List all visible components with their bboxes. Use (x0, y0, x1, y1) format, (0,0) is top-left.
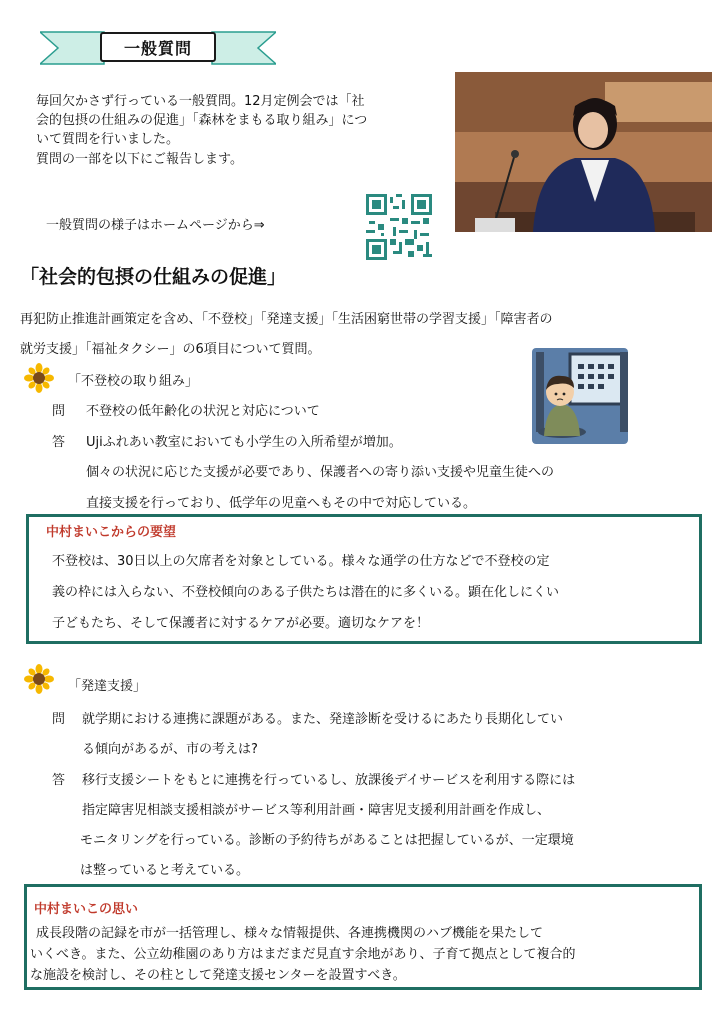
topic-heading: 「不登校の取り組み」 (68, 374, 199, 389)
thought-box-line: 成長段階の記録を市が一括管理し、様々な情報提供、各連携機関のハブ機能を果たして (36, 926, 544, 941)
question-mark: 問 (52, 404, 66, 419)
section-intro-line: 再犯防止推進計画策定を含め、「不登校」「発達支援」「生活困窮世帯の学習支援」「障害者の (20, 312, 553, 327)
request-box-line: 義の枠には入らない、不登校傾向のある子供たちは潜在的に多くいる。顕在化しにくい (52, 585, 560, 600)
question-mark: 問 (52, 712, 66, 727)
answer-line: モニタリングを行っている。診断の予約待ちがあることは把握しているが、一定環境 (80, 833, 574, 848)
intro-line: いて質問を行いました。 (36, 132, 180, 147)
intro-line: 会的包摂の仕組みの促進」「森林をまもる取り組み」につ (36, 113, 368, 128)
qr-code-icon[interactable] (366, 194, 432, 260)
answer-line: 直接支援を行っており、低学年の児童へもその中で対応している。 (86, 496, 477, 511)
sunflower-icon (24, 664, 54, 694)
sunflower-icon (24, 363, 54, 393)
answer-mark: 答 (52, 435, 66, 450)
request-box-heading: 中村まいこからの要望 (46, 525, 177, 540)
intro-line: 毎回欠かさず行っている一般質問。12月定例会では「社 (36, 94, 365, 109)
homepage-note: 一般質問の様子はホームページから⇒ (46, 218, 265, 233)
question-line: る傾向があるが、市の考えは? (82, 742, 258, 757)
answer-line: Ujiふれあい教室においても小学生の入所希望が増加。 (86, 435, 402, 450)
request-box-line: 不登校は、30日以上の欠席者を対象としている。様々な通学の仕方などで不登校の定 (52, 554, 550, 569)
thought-box-line: な施設を検討し、その柱として発達支援センターを設置すべき。 (30, 968, 406, 983)
question-line: 就学期における連携に課題がある。また、発達診断を受けるにあたり長期化してい (82, 712, 564, 727)
assembly-photo (455, 72, 712, 232)
question-text: 不登校の低年齢化の状況と対応について (86, 404, 320, 419)
answer-line: 移行支援シートをもとに連携を行っているし、放課後デイサービスを利用する際には (82, 773, 576, 788)
answer-line: 個々の状況に応じた支援が必要であり、保護者への寄り添い支援や児童生徒への (86, 465, 555, 480)
child-window-illustration (528, 344, 632, 448)
topic-heading: 「発達支援」 (68, 679, 147, 694)
thought-box-heading: 中村まいこの思い (34, 902, 139, 917)
answer-mark: 答 (52, 773, 66, 788)
thought-box-line: いくべき。また、公立幼稚園のあり方はまだまだ見直す余地があり、子育て拠点として複合的 (30, 947, 576, 962)
answer-line: は整っていると考えている。 (80, 863, 250, 878)
intro-line: 質問の一部を以下にご報告します。 (36, 152, 243, 167)
section-title: 「社会的包摂の仕組みの促進」 (20, 266, 287, 288)
request-box-line: 子どもたち、そして保護者に対するケアが必要。適切なケアを！ (52, 616, 430, 631)
section-banner-label: 一般質問 (100, 32, 216, 62)
answer-line: 指定障害児相談支援相談がサービス等利用計画・障害児支援利用計画を作成し、 (82, 803, 551, 818)
section-intro-line: 就労支援」「福祉タクシー」の6項目について質問。 (20, 342, 321, 357)
